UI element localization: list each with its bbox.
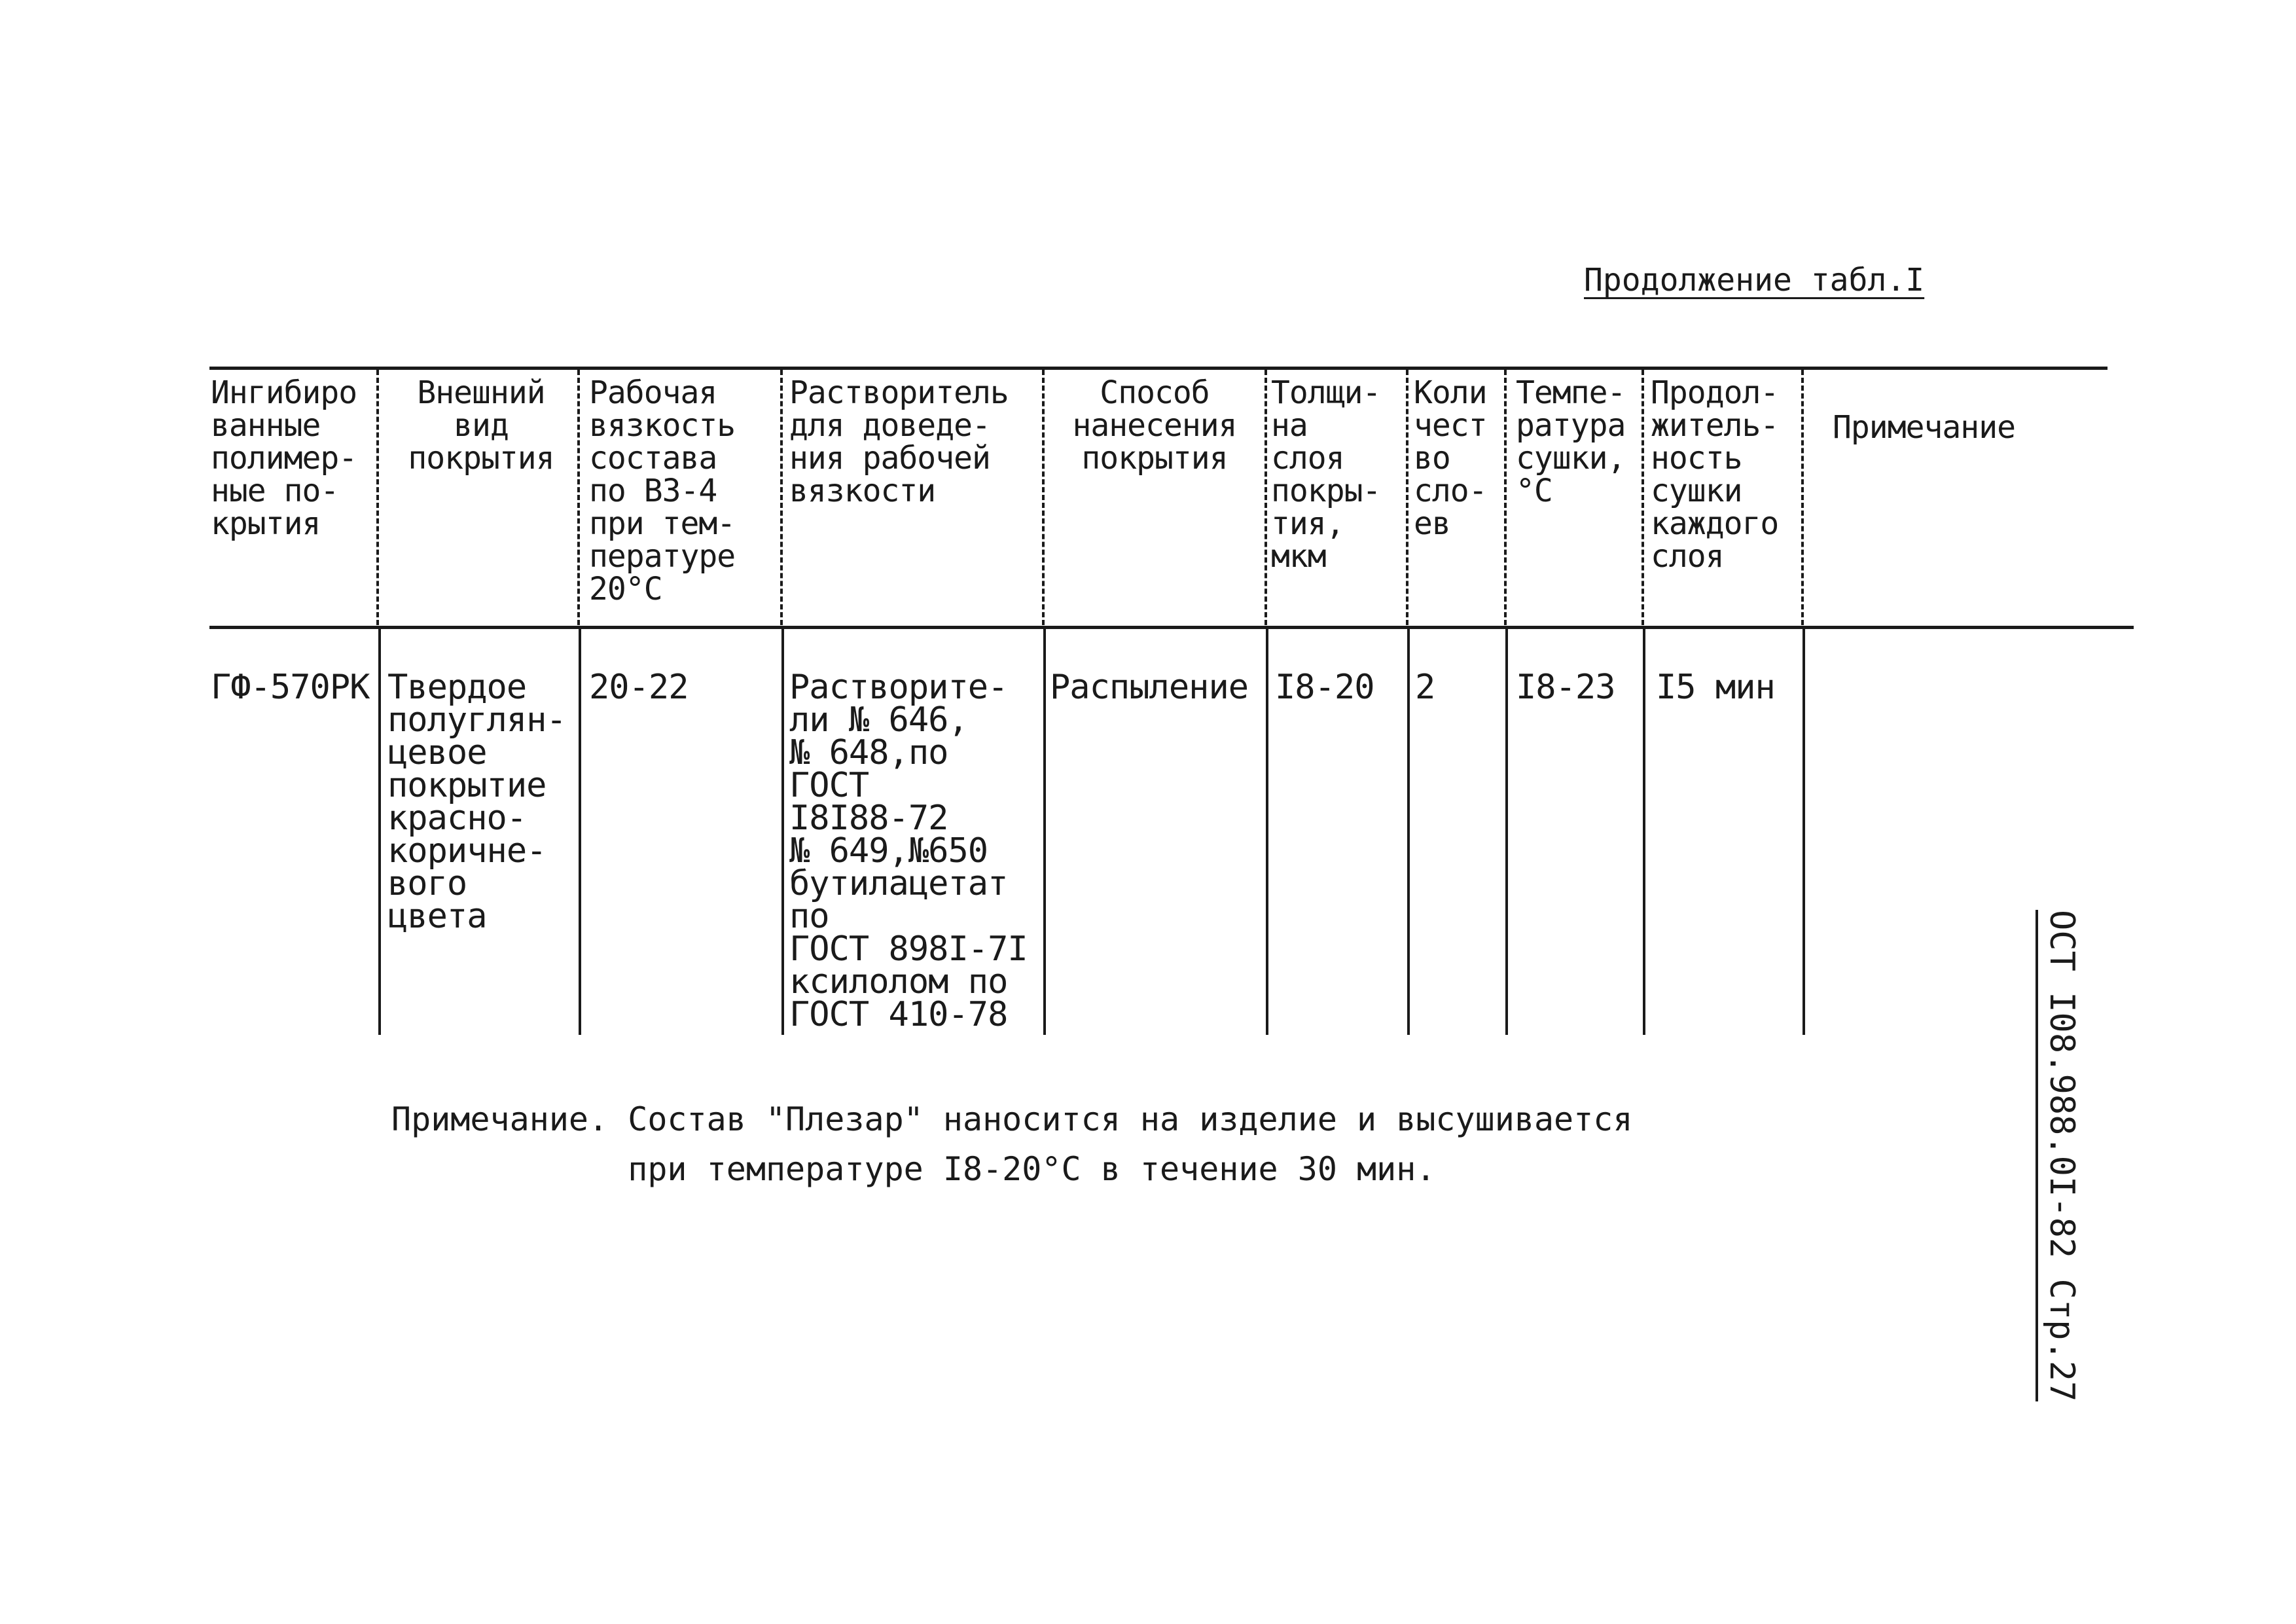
header-cell-layer-thickness: Толщи- на слоя покры- тия, мкм: [1271, 374, 1381, 575]
table-continuation-caption: Продолжение табл.I: [1584, 262, 1925, 298]
body-separator: [1643, 629, 1645, 1035]
row-cell-coating-type: ГФ-570РК: [211, 668, 370, 707]
table-top-rule: [209, 367, 2108, 370]
header-cell-layer-count: Коли чест во сло- ев: [1414, 374, 1487, 542]
body-separator: [579, 629, 581, 1035]
header-cell-application-method: Способ нанесения покрытия: [1072, 374, 1237, 477]
table-header-rule: [209, 626, 2134, 629]
footnote: Примечание. Состав "Плезар" наносится на изделие и высушивается при температуре I8-20°С в течение 30 мин.: [391, 1100, 1633, 1188]
body-separator: [1803, 629, 1805, 1035]
header-cell-remark: Примечание: [1833, 409, 2015, 446]
body-separator: [1407, 629, 1410, 1035]
header-separator: [376, 370, 379, 625]
body-separator: [781, 629, 784, 1035]
header-separator: [1406, 370, 1408, 625]
document-reference: ОСТ I08.988.0I-82 Стр.27: [2036, 910, 2081, 1401]
header-cell-drying-duration: Продол- житель- ность сушки каждого слоя: [1651, 374, 1779, 575]
body-separator: [378, 629, 381, 1035]
header-cell-appearance: Внешний вид покрытия: [408, 374, 554, 477]
header-separator: [577, 370, 580, 625]
header-cell-solvent: Растворитель для доведе- ния рабочей вязкости: [789, 374, 1009, 509]
header-separator: [1042, 370, 1045, 625]
body-separator: [1266, 629, 1268, 1035]
header-cell-working-viscosity: Рабочая вязкость состава по ВЗ-4 при тем- пературе 20°С: [589, 374, 736, 607]
row-cell-application-method: Распыление: [1050, 668, 1249, 707]
header-separator: [1801, 370, 1804, 625]
row-cell-solvent: Растворите- ли № 646, № 648,по ГОСТ I8I88-72 № 649,№650 бутилацетат по ГОСТ 898I-7I ксилолом по ГОСТ 410-78: [789, 668, 1028, 1034]
row-cell-working-viscosity: 20-22: [589, 668, 689, 707]
row-cell-layer-thickness: I8-20: [1275, 668, 1374, 707]
header-separator: [1265, 370, 1267, 625]
header-cell-drying-temperature: Темпе- ратура сушки, °С: [1516, 374, 1626, 509]
header-separator: [1504, 370, 1507, 625]
row-cell-layer-count: 2: [1415, 668, 1435, 707]
header-cell-coating-type: Ингибиро ванные полимер- ные по- крытия: [211, 374, 357, 542]
body-separator: [1505, 629, 1508, 1035]
header-separator: [780, 370, 783, 625]
body-separator: [1043, 629, 1046, 1035]
row-cell-drying-temperature: I8-23: [1516, 668, 1615, 707]
row-cell-drying-duration: I5 мин: [1656, 668, 1775, 707]
header-separator: [1641, 370, 1644, 625]
row-cell-appearance: Твердое полуглян- цевое покрытие красно- коричне- вого цвета: [387, 668, 566, 936]
